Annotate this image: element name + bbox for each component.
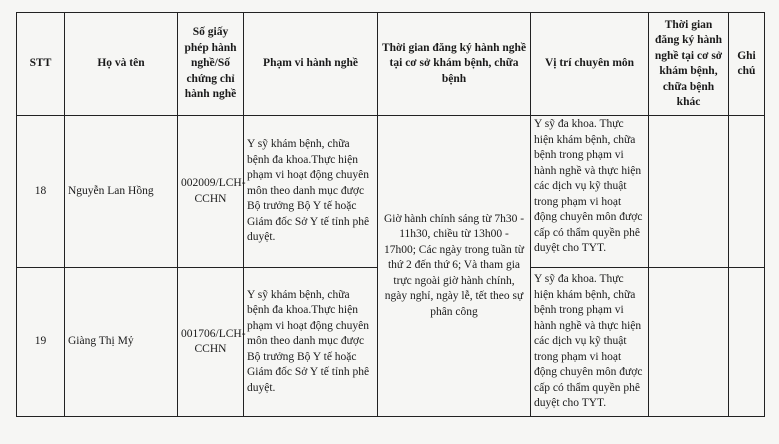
header-position: Vị trí chuyên môn xyxy=(531,13,649,116)
row-scope: Y sỹ khám bệnh, chữa bệnh đa khoa.Thực hiện phạm vi hoạt động chuyên môn theo danh mục được Bộ trưởng Bộ Y tế hoặc Giám đốc Sở Y tế tỉnh phê duyệt. xyxy=(244,268,378,417)
row-name: Nguyễn Lan Hồng xyxy=(65,116,178,268)
row-position: Y sỹ đa khoa. Thực hiện khám bệnh, chữa bệnh trong phạm vi hành nghề và thực hiện các dịch vụ kỹ thuật trong phạm vi hoạt động chuyên môn được cấp có thẩm quyền phê duyệt cho TYT. xyxy=(531,268,649,417)
header-stt: STT xyxy=(17,13,65,116)
header-registration-time: Thời gian đăng ký hành nghề tại cơ sở khám bệnh, chữa bệnh xyxy=(378,13,531,116)
row-note xyxy=(729,268,765,417)
table-header-row xyxy=(17,13,765,116)
row-name: Giàng Thị Mỷ xyxy=(65,268,178,417)
header-license: Số giấy phép hành nghề/Số chứng chỉ hành nghề xyxy=(178,13,244,116)
row-stt: 19 xyxy=(17,268,65,417)
row-note xyxy=(729,116,765,268)
row-license: 001706/LCH-CCHN xyxy=(178,268,244,417)
header-note: Ghi chú xyxy=(729,13,765,116)
shared-registration-time: Giờ hành chính sáng từ 7h30 - 11h30, chiều từ 13h00 - 17h00; Các ngày trong tuần từ thứ 2 đến thứ 6; Và tham gia trực ngoài giờ hành chính, ngày nghỉ, ngày lễ, tết theo sự phân công xyxy=(378,116,531,417)
row-license: 002009/LCH-CCHN xyxy=(178,116,244,268)
header-scope: Phạm vi hành nghề xyxy=(244,13,378,116)
row-stt: 18 xyxy=(17,116,65,268)
staff-table xyxy=(16,12,765,417)
row-position: Y sỹ đa khoa. Thực hiện khám bệnh, chữa bệnh trong phạm vi hành nghề và thực hiện các dịch vụ kỹ thuật trong phạm vi hoạt động chuyên môn được cấp có thẩm quyền phê duyệt cho TYT. xyxy=(531,116,649,268)
table-row xyxy=(17,116,765,268)
header-name: Họ và tên xyxy=(65,13,178,116)
header-other-time: Thời gian đăng ký hành nghề tại cơ sở khám bệnh, chữa bệnh khác xyxy=(649,13,729,116)
row-other-time xyxy=(649,268,729,417)
row-scope: Y sỹ khám bệnh, chữa bệnh đa khoa.Thực hiện phạm vi hoạt động chuyên môn theo danh mục được Bộ trưởng Bộ Y tế hoặc Giám đốc Sở Y tế tỉnh phê duyệt. xyxy=(244,116,378,268)
row-other-time xyxy=(649,116,729,268)
